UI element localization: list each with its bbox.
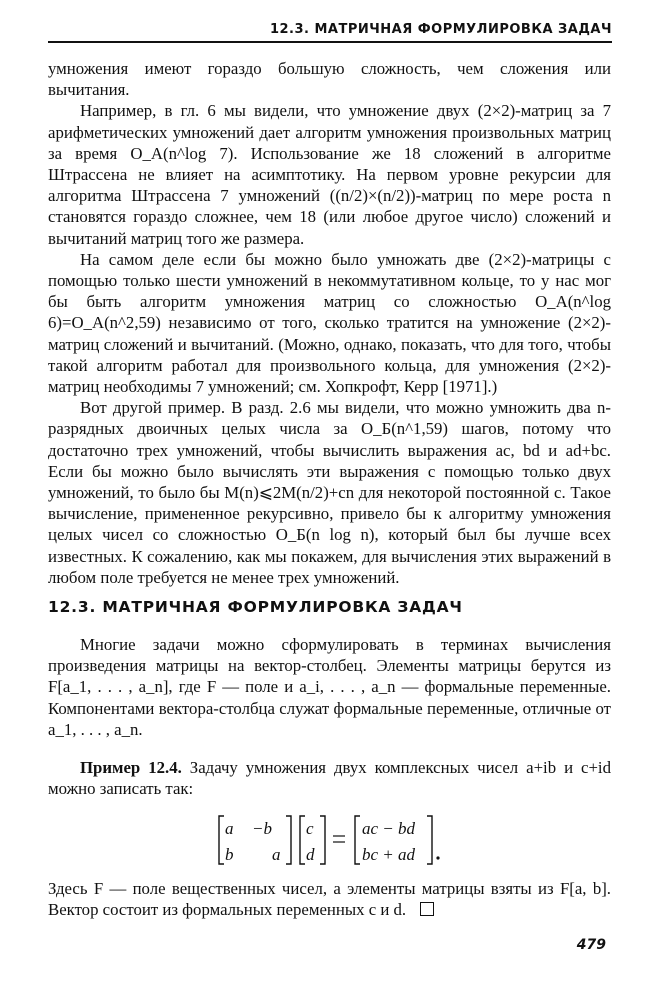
example-after-text: Здесь F — поле вещественных чисел, а элементы матрицы взяты из F[a, b]. Вектор состоит из формальных переменных c и d. [48,879,611,920]
example-block [48,757,611,799]
matrix-a-r0c1: −b [252,819,272,838]
matrix-a-r1c1: a [272,845,281,864]
matrix-equation-svg [0,812,650,868]
example-paragraph [48,757,611,799]
vector-r0: c [306,819,314,838]
bracket-left-vector [300,816,305,864]
page-number: 479 [576,937,606,953]
example-text: Задачу умножения двух комплексных чисел a+ib и c+id можно записать так: [48,758,611,799]
result-r1: bc + ad [362,845,416,864]
bracket-right-vector [320,816,325,864]
paragraph-4: Вот другой пример. В разд. 2.6 мы видели, что можно умножить два n-разрядных двоичных целых числа за O_Б(n^1,59) шагов, потому что достаточно трех умножений, чтобы вычислить выражения ac, bd и ad+bc. Если бы можно было вычислять эти выражения с помощью только двух умножений, то было бы M(n)⩽2M(n/2)+cn для некоторой постоянной c. Такое вычисление, примененное рекурсивно, привело бы к алгоритму умножения целых чисел со сложностью O_Б(n log n), который был бы лучше всех известных. К сожалению, как мы покажем, для вычисления этих выражений в любом поле требуется не менее трех умножений. [48,398,611,587]
bracket-right-a [286,816,291,864]
qed-square-icon [420,902,434,916]
period-dot [436,856,439,859]
body-text-top [48,58,611,588]
matrix-a-r0c0: a [225,819,234,838]
paragraph-2: Например, в гл. 6 мы видели, что умножение двух (2×2)-матриц за 7 арифметических умножений дает алгоритм умножения произвольных матриц за время O_A(n^log 7). Использование же 18 сложений в алгоритме Штрассена не влияет на асимптотику. На первом уровне рекурсии для алгоритма Штрассена 7 умножений ((n/2)×(n/2))-матриц по мере роста n становятся гораздо сложнее, чем 18 (или любое другое число) сложений и вычитаний матриц того же размера. [48,101,611,248]
example-after-paragraph [48,878,611,920]
example-label: Пример 12.4. [80,758,182,777]
bracket-left-a [219,816,224,864]
running-head: 12.3. МАТРИЧНАЯ ФОРМУЛИРОВКА ЗАДАЧ [48,22,612,43]
matrix-equation [0,812,650,868]
bracket-left-result [355,816,360,864]
result-r0: ac − bd [362,819,416,838]
example-continuation [48,878,611,920]
vector-r1: d [306,845,315,864]
section-heading: 12.3. МАТРИЧНАЯ ФОРМУЛИРОВКА ЗАДАЧ [48,598,463,616]
paragraph-3: На самом деле если бы можно было умножать две (2×2)-матрицы с помощью только шести умножений в некоммутативном кольце, то у нас мог бы быть алгоритм умножения матриц со сложностью O_A(n^log 6)=O_A(n^2,59) независимо от того, сколько тратится на умножение (2×2)-матриц сложений и вычитаний. (Можно, однако, показать, что для того, чтобы такой алгоритм работал для произвольного кольца, для умножения (2×2)-матриц необходимы 7 умножений; см. Хопкрофт, Керр [1971].) [48,249,611,397]
section-body [48,634,611,740]
matrix-a-r1c0: b [225,845,234,864]
section-paragraph: Многие задачи можно сформулировать в терминах вычисления произведения матрицы на вектор-столбец. Элементы матрицы берутся из F[a_1, . . . , a_n], где F — поле и a_i, . . . , a_n — формальные переменные. Компонентами вектора-столбца служат формальные переменные, отличные от a_1, . . . , a_n. [48,635,611,739]
bracket-right-result [427,816,432,864]
paragraph-1: умножения имеют гораздо большую сложность, чем сложения или вычитания. [48,59,611,100]
